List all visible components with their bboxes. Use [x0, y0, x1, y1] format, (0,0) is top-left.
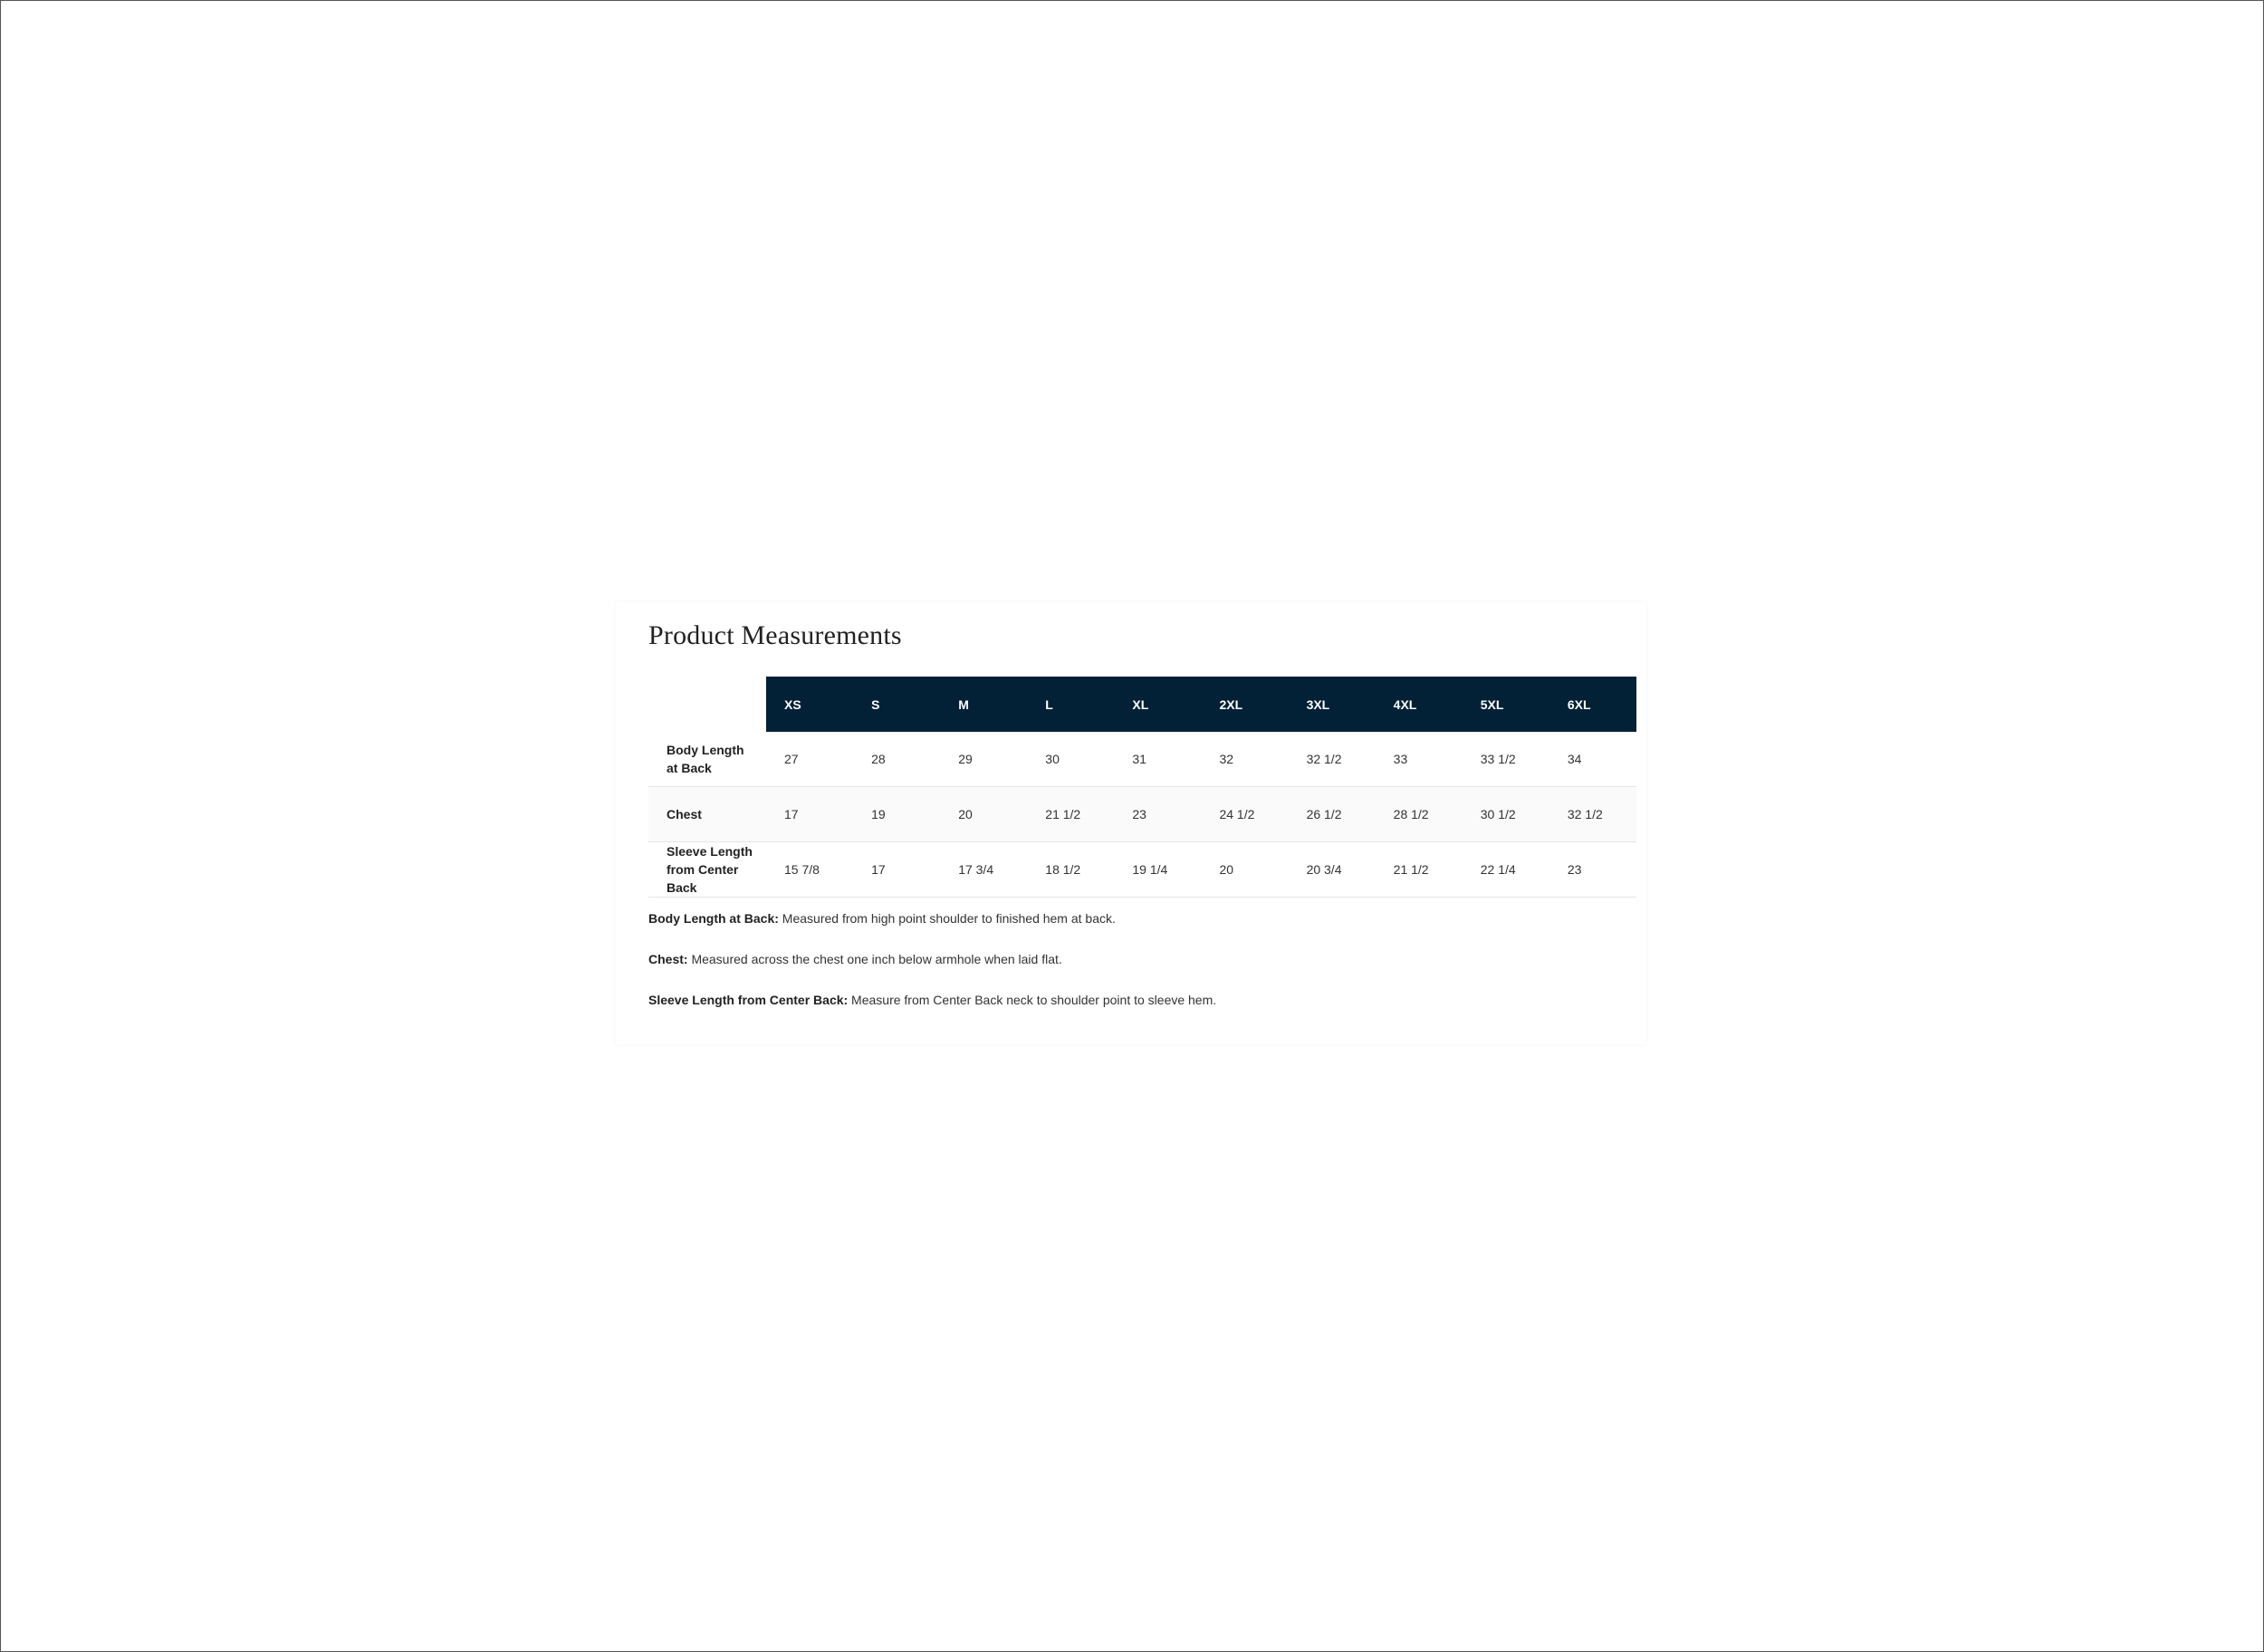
- table-cell: 21 1/2: [1027, 787, 1114, 842]
- size-header: XS: [766, 677, 853, 732]
- table-cell: 32 1/2: [1289, 732, 1376, 787]
- table-cell: 21 1/2: [1376, 842, 1463, 898]
- note-term: Sleeve Length from Center Back:: [648, 993, 849, 1007]
- table-cell: 33 1/2: [1463, 732, 1549, 787]
- note-term: Chest:: [648, 952, 688, 966]
- note-sleeve-length: [648, 992, 1608, 1008]
- table-cell: 30: [1027, 732, 1114, 787]
- table-cell: 18 1/2: [1027, 842, 1114, 898]
- table-cell: 23: [1549, 842, 1636, 898]
- row-label: Body Length at Back: [648, 732, 766, 787]
- row-label: Sleeve Length from Center Back: [648, 842, 766, 898]
- size-header: M: [940, 677, 1027, 732]
- table-cell: 31: [1114, 732, 1201, 787]
- size-header: 5XL: [1463, 677, 1549, 732]
- table-row: [648, 732, 1636, 787]
- table-cell: 27: [766, 732, 853, 787]
- note-body-length: [648, 910, 1608, 927]
- table-row: [648, 842, 1636, 898]
- table-cell: 29: [940, 732, 1027, 787]
- row-label: Chest: [648, 787, 766, 842]
- measurement-notes: [648, 910, 1608, 1032]
- table-cell: 15 7/8: [766, 842, 853, 898]
- table-cell: 34: [1549, 732, 1636, 787]
- table-cell: 28 1/2: [1376, 787, 1463, 842]
- size-header: 2XL: [1201, 677, 1288, 732]
- size-header: 3XL: [1289, 677, 1376, 732]
- table-cell: 17 3/4: [940, 842, 1027, 898]
- table-cell: 24 1/2: [1201, 787, 1288, 842]
- page-title: Product Measurements: [648, 620, 902, 650]
- table-cell: 17: [766, 787, 853, 842]
- table-cell: 30 1/2: [1463, 787, 1549, 842]
- table-corner-cell: [648, 677, 766, 732]
- table-cell: 19 1/4: [1114, 842, 1201, 898]
- size-chart-table: [648, 677, 1636, 898]
- note-text: Measure from Center Back neck to shoulder point to sleeve hem.: [848, 993, 1217, 1007]
- table-cell: 28: [853, 732, 940, 787]
- measurements-card: [616, 602, 1646, 1044]
- note-chest: [648, 951, 1608, 967]
- table-cell: 22 1/4: [1463, 842, 1549, 898]
- table-row: [648, 787, 1636, 842]
- table-cell: 33: [1376, 732, 1463, 787]
- size-header: L: [1027, 677, 1114, 732]
- table-cell: 32: [1201, 732, 1288, 787]
- table-cell: 23: [1114, 787, 1201, 842]
- table-cell: 32 1/2: [1549, 787, 1636, 842]
- table-cell: 20 3/4: [1289, 842, 1376, 898]
- size-header: 6XL: [1549, 677, 1636, 732]
- note-text: Measured from high point shoulder to finished hem at back.: [778, 911, 1116, 926]
- size-header: 4XL: [1376, 677, 1463, 732]
- note-text: Measured across the chest one inch below armhole when laid flat.: [687, 952, 1062, 966]
- note-term: Body Length at Back:: [648, 911, 779, 926]
- size-header: S: [853, 677, 940, 732]
- table-cell: 20: [940, 787, 1027, 842]
- table-header-row: [648, 677, 1636, 732]
- table-cell: 20: [1201, 842, 1288, 898]
- size-header: XL: [1114, 677, 1201, 732]
- table-cell: 19: [853, 787, 940, 842]
- table-cell: 26 1/2: [1289, 787, 1376, 842]
- table-cell: 17: [853, 842, 940, 898]
